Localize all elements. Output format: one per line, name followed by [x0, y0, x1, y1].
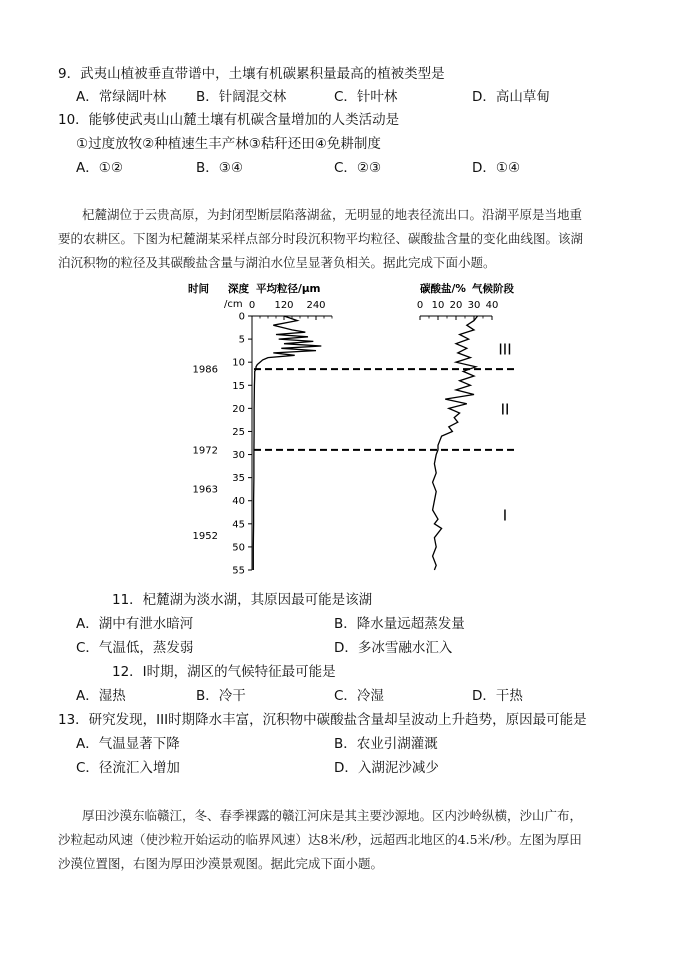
stage-label: III — [498, 340, 512, 359]
passage2-line-3: 沙漠位置图，右图为厚田沙漠景观图。据此完成下面小题。 — [58, 856, 384, 871]
stage-label: I — [502, 506, 508, 525]
depth-tick-label: 45 — [232, 519, 245, 531]
q10-option-b: B．③④ — [196, 160, 243, 176]
q9-option-d: D．高山草甸 — [472, 89, 550, 105]
q12-option-d: D．干热 — [472, 688, 523, 704]
question-9-stem: 9．武夷山植被垂直带谱中，土壤有机碳累积量最高的植被类型是 — [58, 66, 445, 82]
q9-option-b: B．针阔混交林 — [196, 89, 287, 105]
carb-tick-label: 30 — [467, 300, 481, 311]
header-carbonate: 碳酸盐/% — [420, 283, 466, 295]
grain-size-line — [253, 316, 321, 570]
q10-option-c: C．②③ — [334, 160, 382, 176]
question-11-stem: 11．杞麓湖为淡水湖，其原因最可能是该湖 — [112, 592, 373, 608]
carb-tick-label: 10 — [431, 300, 445, 311]
passage2-line-1: 厚田沙漠东临赣江，冬、春季裸露的赣江河床是其主要沙源地。区内沙岭纵横，沙山广布， — [82, 808, 583, 823]
q13-option-d: D．入湖泥沙减少 — [334, 760, 439, 776]
depth-tick-label: 5 — [238, 334, 245, 346]
stage-label: II — [500, 400, 510, 419]
q11-option-c: C．气温低，蒸发弱 — [76, 640, 194, 656]
q10-option-d: D．①④ — [472, 160, 521, 176]
depth-tick-label: 0 — [238, 311, 245, 323]
passage1-line-1: 杞麓湖位于云贵高原，为封闭型断层陷落湖盆，无明显的地表径流出口。沿湖平原是当地重 — [82, 207, 583, 222]
grain-tick-label: 240 — [306, 300, 326, 311]
header-depth-unit: /cm — [224, 299, 243, 310]
depth-tick-label: 20 — [232, 403, 245, 415]
year-label: 1972 — [192, 445, 218, 457]
header-grain: 平均粒径/μm — [256, 283, 321, 295]
q12-option-a: A．湿热 — [76, 688, 126, 704]
q9-option-a: A．常绿阔叶林 — [76, 89, 167, 105]
q11-option-b: B．降水量远超蒸发量 — [334, 616, 465, 632]
depth-tick-label: 30 — [232, 450, 245, 462]
depth-tick-label: 15 — [232, 380, 245, 392]
q9-option-c: C．针叶林 — [334, 89, 398, 105]
carb-tick-label: 40 — [485, 300, 499, 311]
question-10-items: ①过度放牧②种植速生丰产林③秸秆还田④免耕制度 — [76, 136, 381, 152]
q12-option-c: C．冷湿 — [334, 688, 384, 704]
header-time: 时间 — [188, 283, 209, 295]
year-label: 1963 — [192, 484, 218, 496]
depth-tick-label: 25 — [232, 426, 245, 438]
depth-tick-label: 55 — [232, 565, 245, 577]
depth-tick-label: 10 — [232, 357, 245, 369]
question-10-stem: 10．能够使武夷山山麓土壤有机碳含量增加的人类活动是 — [58, 112, 400, 128]
passage1-line-2: 要的农耕区。下图为杞麓湖某采样点部分时段沉积物平均粒径、碳酸盐含量的变化曲线图。该湖 — [58, 231, 584, 246]
question-12-stem: 12．I时期，湖区的气候特征最可能是 — [112, 664, 336, 680]
carbonate-line — [433, 316, 478, 570]
q11-option-d: D．多冰雪融水汇入 — [334, 640, 453, 656]
passage2-line-2: 沙粒起动风速（使沙粒开始运动的临界风速）达8米/秒，远超西北地区的4.5米/秒。左图为厚田 — [58, 832, 582, 847]
depth-tick-label: 35 — [232, 473, 245, 485]
q12-option-b: B．冷干 — [196, 688, 246, 704]
q13-option-b: B．农业引湖灌溉 — [334, 736, 438, 752]
q11-option-a: A．湖中有泄水暗河 — [76, 616, 194, 632]
year-label: 1952 — [192, 530, 218, 542]
header-stage: 气候阶段 — [472, 283, 514, 295]
carb-tick-label: 0 — [416, 300, 424, 311]
depth-tick-label: 50 — [232, 542, 245, 554]
passage1-line-3: 泊沉积物的粒径及其碳酸盐含量与湖泊水位呈显著负相关。据此完成下面小题。 — [58, 255, 496, 270]
q10-option-a: A．①② — [76, 160, 123, 176]
q13-option-a: A．气温显著下降 — [76, 736, 180, 752]
header-depth: 深度 — [228, 283, 249, 295]
grain-tick-label: 120 — [274, 300, 294, 311]
sediment-chart — [180, 280, 520, 580]
carb-tick-label: 20 — [449, 300, 463, 311]
depth-tick-label: 40 — [232, 496, 245, 508]
question-13-stem: 13．研究发现，III时期降水丰富，沉积物中碳酸盐含量却呈波动上升趋势，原因最可能是 — [58, 712, 587, 728]
year-label: 1986 — [192, 364, 218, 376]
grain-tick-label: 0 — [248, 300, 256, 311]
q13-option-c: C．径流汇入增加 — [76, 760, 180, 776]
